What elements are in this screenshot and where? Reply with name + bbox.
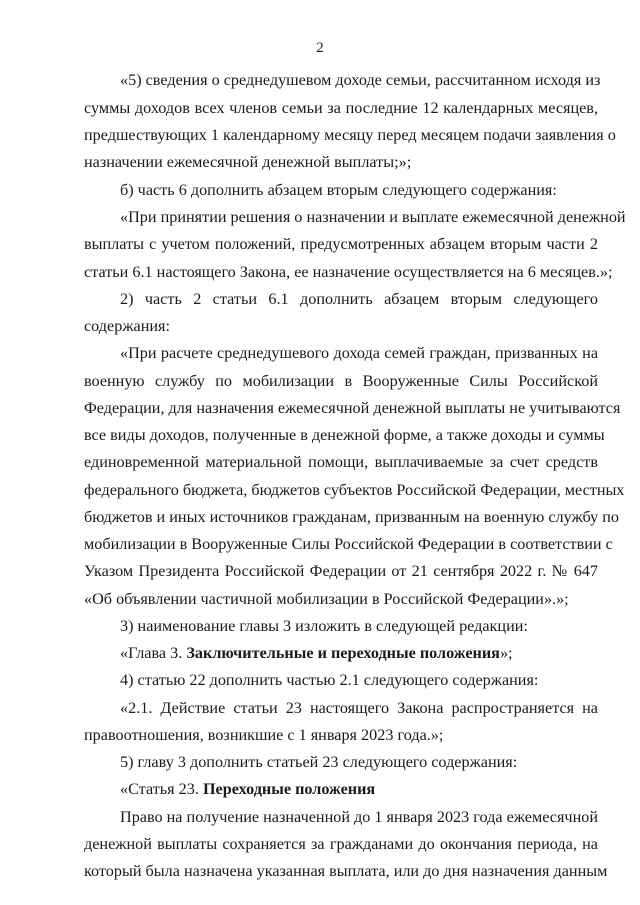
text-line: содержания:	[84, 317, 170, 335]
text-line: б) часть 6 дополнить абзацем вторым следующего содержания:	[120, 181, 557, 199]
text-line: единовременной материальной помощи, выплачиваемые за счет средств	[84, 453, 598, 471]
text-line: все виды доходов, полученные в денежной форме, а также доходы и суммы	[84, 426, 605, 444]
chapter-heading	[120, 643, 513, 663]
text-line: выплаты с учетом положений, предусмотренных абзацем вторым части 2	[84, 235, 598, 253]
text-line: 4) статью 22 дополнить частью 2.1 следующего содержания:	[120, 671, 539, 689]
text-line: назначении ежемесячной денежной выплаты;»;	[84, 153, 412, 171]
article-heading-prefix: «Статья 23.	[120, 780, 203, 798]
text-line: 2) часть 2 статьи 6.1 дополнить абзацем вторым следующего	[120, 290, 598, 308]
text-line: денежной выплаты сохраняется за гражданами до окончания периода, на	[84, 835, 598, 853]
text-line: Указом Президента Российской Федерации от 21 сентября 2022 г. № 647	[84, 562, 598, 580]
text-line: суммы доходов всех членов семьи за последние 12 календарных месяцев,	[84, 99, 598, 117]
text-line: 3) наименование главы 3 изложить в следующей редакции:	[120, 617, 528, 635]
text-line: «2.1. Действие статьи 23 настоящего Закона распространяется на	[120, 699, 598, 717]
text-line: «5) сведения о среднедушевом доходе семьи, рассчитанном исходя из	[120, 71, 601, 89]
chapter-heading-prefix: «Глава 3.	[120, 644, 187, 662]
text-line: Право на получение назначенной до 1 января 2023 года ежемесячной	[120, 808, 598, 826]
text-line: мобилизации в Вооруженные Силы Российской Федерации в соответствии с	[84, 535, 613, 553]
page-number: 2	[316, 40, 324, 56]
text-line: «При расчете среднедушевого дохода семей граждан, призванных на	[120, 344, 598, 362]
text-line: Федерации, для назначения ежемесячной денежной выплаты не учитываются	[84, 399, 621, 417]
text-line: предшествующих 1 календарному месяцу перед месяцем подачи заявления о	[84, 126, 616, 144]
text-line: «Об объявлении частичной мобилизации в Российской Федерации».»;	[84, 590, 569, 608]
text-line: правоотношения, возникшие с 1 января 2023 года.»;	[84, 726, 444, 744]
chapter-heading-title: Заключительные и переходные положения	[186, 644, 500, 662]
text-line: «При принятии решения о назначении и выплате ежемесячной денежной	[120, 208, 626, 226]
text-line: военную службу по мобилизации в Вооруженные Силы Российской	[84, 372, 598, 390]
text-line: бюджетов и иных источников гражданам, призванным на военную службу по	[84, 508, 619, 526]
chapter-heading-suffix: »;	[499, 644, 513, 662]
text-line: 5) главу 3 дополнить статьей 23 следующего содержания:	[120, 753, 518, 771]
text-line: который была назначена указанная выплата, или до дня назначения данным	[84, 862, 608, 880]
article-heading-title: Переходные положения	[202, 780, 376, 798]
article-heading	[120, 779, 375, 799]
text-line: федерального бюджета, бюджетов субъектов Российской Федерации, местных	[84, 481, 625, 499]
text-line: статьи 6.1 настоящего Закона, ее назначение осуществляется на 6 месяцев.»;	[84, 263, 613, 281]
